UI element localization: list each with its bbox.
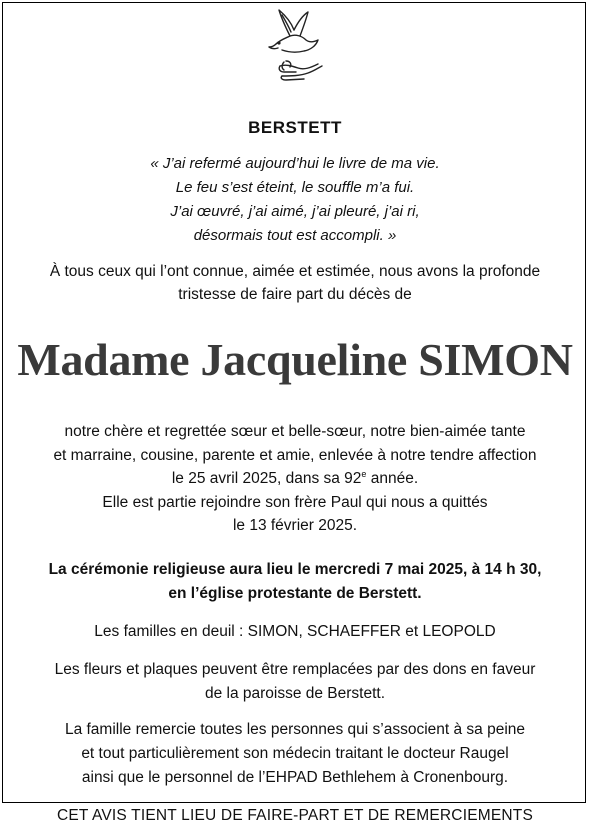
ordinal-suffix: e xyxy=(361,468,367,479)
thanks-line: ainsi que le personnel de l’EHPAD Bethlehem à Cronenbourg. xyxy=(81,768,509,786)
deceased-name: Madame Jacqueline SIMON xyxy=(17,334,573,385)
poem-line: J’ai œuvré, j’ai aimé, j’ai pleuré, j’ai ri, xyxy=(170,203,420,220)
flowers-line: Les fleurs et plaques peuvent être remplacées par des dons en faveur xyxy=(54,660,536,678)
details-line: Elle est partie rejoindre son frère Paul qui nous a quittés xyxy=(102,493,488,511)
thanks-line: et tout particulièrement son médecin traitant le docteur Raugel xyxy=(81,744,509,762)
details-line xyxy=(0,467,590,491)
flowers-note xyxy=(0,658,590,706)
poem-line: « J’ai refermé aujourd’hui le livre de ma vie. xyxy=(150,155,440,172)
families-line: Les familles en deuil : SIMON, SCHAEFFER et LEOPOLD xyxy=(94,622,496,640)
thanks-note xyxy=(0,718,590,790)
poem-quote xyxy=(0,152,590,248)
details-line: et marraine, cousine, parente et amie, enlevée à notre tendre affection xyxy=(53,446,537,464)
poem-line: désormais tout est accompli. » xyxy=(193,227,397,244)
intro-line: À tous ceux qui l’ont connue, aimée et estimée, nous avons la profonde xyxy=(49,263,541,280)
poem-line: Le feu s’est éteint, le souffle m’a fui. xyxy=(175,179,415,196)
ceremony-info xyxy=(0,558,590,606)
flowers-line: de la paroisse de Berstett. xyxy=(204,684,386,702)
intro-line: tristesse de faire part du décès de xyxy=(178,286,412,303)
details-line: le 13 février 2025. xyxy=(232,517,358,534)
ceremony-line: La cérémonie religieuse aura lieu le mercredi 7 mai 2025, à 14 h 30, xyxy=(48,560,542,578)
thanks-line: La famille remercie toutes les personnes qui s’associent à sa peine xyxy=(64,720,526,738)
details-date: le 25 avril 2025, dans sa 92 xyxy=(171,470,362,487)
place-heading: BERSTETT xyxy=(248,118,342,137)
details-line: notre chère et regrettée sœur et belle-sœur, notre bien-aimée tante xyxy=(64,423,526,440)
intro-text xyxy=(0,260,590,306)
ceremony-line: en l’église protestante de Berstett. xyxy=(168,584,422,602)
details-text xyxy=(0,420,590,538)
closing-notice: CET AVIS TIENT LIEU DE FAIRE-PART ET DE REMERCIEMENTS xyxy=(57,806,533,824)
dove-over-hands-icon xyxy=(260,6,330,82)
details-date-end: année. xyxy=(366,470,419,487)
